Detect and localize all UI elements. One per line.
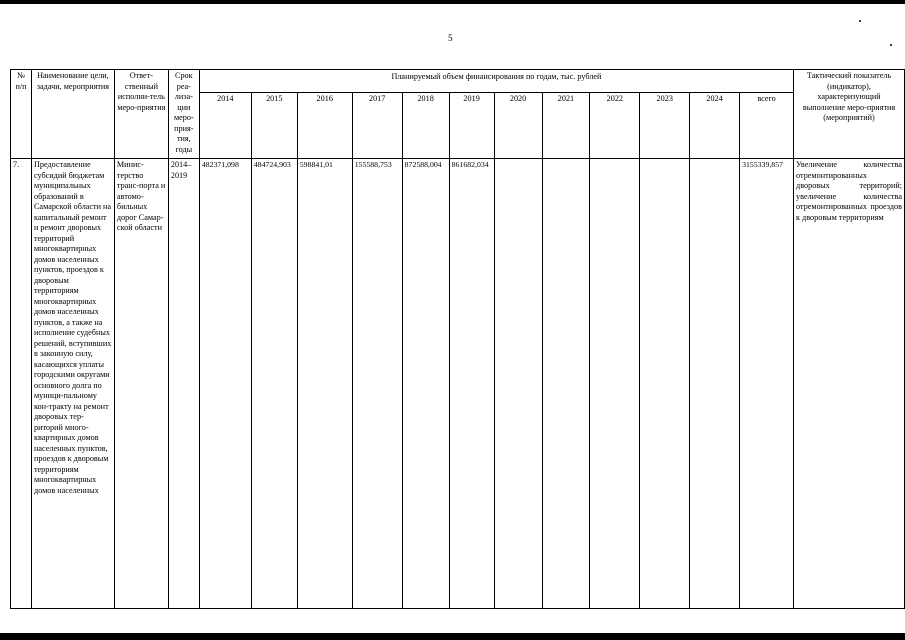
scan-speck: [890, 44, 892, 46]
table-row: [11, 159, 905, 609]
header-num: № п/п: [11, 70, 32, 159]
bottom-border: [0, 633, 905, 640]
row-term: 2014–2019: [168, 159, 199, 609]
row-responsible: Минис-терство транс-порта и автомо-бильных дорог Самар-ской области: [114, 159, 168, 609]
year-header: 2016: [297, 93, 352, 159]
header-indicator: Тактический показатель (индикатор), характеризующий выполнение меро-приятия (мероприятий): [794, 70, 905, 159]
value-cell: 484724,903: [251, 159, 297, 609]
header-term: Срок реа-лиза-ции меро-прия-тия, годы: [168, 70, 199, 159]
scan-speck: [859, 20, 861, 22]
year-header: 2022: [590, 93, 640, 159]
top-border: [0, 0, 905, 4]
total-header: всего: [740, 93, 794, 159]
year-header: 2015: [251, 93, 297, 159]
header-name: Наименование цели, задачи, мероприятия: [31, 70, 114, 159]
row-name: Предоставление субсидий бюджетам муниципальных образований в Самарской области на капитальный ремонт и ремонт дворовых территорий многоквартирных домов населенных пунктов, проездов к дворовым территориям многоквартирных домов населенных пунктов, а также на исполнение судебных решений, вступивших в законную силу, касающихся уплаты городскими округами основного долга по муници-пальному кон-тракту на ремонт дворовых тер-риторий много-квартирных домов населенных пунктов, проездов к дворовым территориям многоквартирных домов населенных: [31, 159, 114, 609]
financing-table: [10, 69, 905, 609]
value-cell: [542, 159, 590, 609]
year-header: 2020: [494, 93, 542, 159]
value-cell: 861682,034: [449, 159, 494, 609]
year-header: 2021: [542, 93, 590, 159]
year-header: 2018: [402, 93, 449, 159]
value-cell: [494, 159, 542, 609]
value-cell: [590, 159, 640, 609]
year-header: 2024: [690, 93, 740, 159]
value-cell: 482371,098: [199, 159, 251, 609]
value-cell: 155588,753: [352, 159, 402, 609]
row-indicator: Увеличение количества отремонтированных дворовых территорий; увеличение количества отремонтированных проездов к дворовым территориям: [794, 159, 905, 609]
year-header: 2014: [199, 93, 251, 159]
value-cell: 598841,01: [297, 159, 352, 609]
value-cell: [640, 159, 690, 609]
year-header: 2017: [352, 93, 402, 159]
year-header: 2019: [449, 93, 494, 159]
value-cell: [690, 159, 740, 609]
row-num: 7.: [11, 159, 32, 609]
page-number: 5: [448, 33, 453, 43]
total-cell: 3155339,857: [740, 159, 794, 609]
year-header: 2023: [640, 93, 690, 159]
value-cell: 872588,004: [402, 159, 449, 609]
header-financing: Планируемый объем финансирования по годам, тыс. рублей: [199, 70, 793, 93]
header-responsible: Ответ-ственный исполни-тель меро-приятия: [114, 70, 168, 159]
